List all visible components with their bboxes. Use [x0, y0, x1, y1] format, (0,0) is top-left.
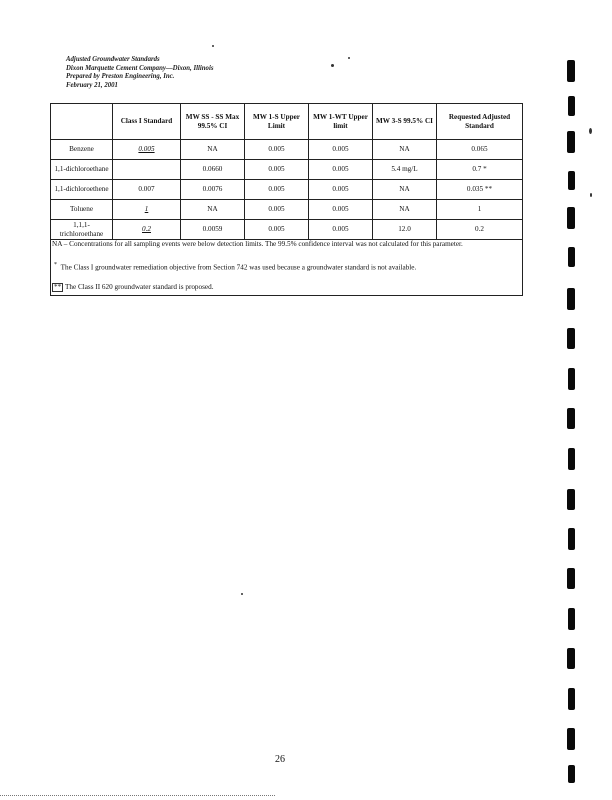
mw1wt-value: 0.005: [309, 180, 373, 200]
column-header: MW 1-S Upper Limit: [245, 104, 309, 140]
column-header: Requested Adjusted Standard: [437, 104, 523, 140]
mwss-value: 0.0059: [181, 220, 245, 240]
header-title: Adjusted Groundwater Standards: [66, 56, 160, 63]
note-dstar-mark: **: [54, 283, 62, 292]
table-header-row: [51, 104, 523, 140]
parameter-name: Toluene: [51, 200, 113, 220]
mwss-value: 0.0076: [181, 180, 245, 200]
mw1s-value: 0.005: [245, 180, 309, 200]
mwss-value: NA: [181, 140, 245, 160]
column-header: MW 3-S 99.5% CI: [373, 104, 437, 140]
table-row: [51, 180, 523, 200]
table-notes: [50, 240, 523, 296]
column-header: MW SS - SS Max 99.5% CI: [181, 104, 245, 140]
header-preparer: Prepared by Preston Engineering, Inc.: [66, 73, 175, 81]
scan-bottom-line: [0, 795, 275, 796]
class1-standard: [113, 160, 181, 180]
note-dstar-text: The Class II 620 groundwater standard is proposed.: [64, 283, 214, 292]
mw1wt-value: 0.005: [309, 160, 373, 180]
requested-standard: 0.2: [437, 220, 523, 240]
table-row: [51, 140, 523, 160]
mwss-value: NA: [181, 200, 245, 220]
parameter-name: 1,1,1-trichloroethane: [51, 220, 113, 240]
class1-standard: 0.2: [113, 220, 181, 240]
column-header: Class I Standard: [113, 104, 181, 140]
note-single-star: [54, 261, 522, 272]
requested-standard: 0.065: [437, 140, 523, 160]
note-star-mark: *: [54, 262, 57, 268]
requested-standard: 1: [437, 200, 523, 220]
requested-standard: 0.035 **: [437, 180, 523, 200]
parameter-name: Benzene: [51, 140, 113, 160]
header-date: February 21, 2001: [66, 81, 118, 89]
table-row: [51, 200, 523, 220]
mw3s-value: NA: [373, 180, 437, 200]
mw3s-value: 5.4 mg/L: [373, 160, 437, 180]
mw1wt-value: 0.005: [309, 220, 373, 240]
note-na: NA – Concentrations for all sampling events were below detection limits. The 99.5% confidence interval was not calculated for this parameter.: [52, 240, 463, 248]
class1-standard: 0.005: [113, 140, 181, 160]
mw1s-value: 0.005: [245, 140, 309, 160]
mw1wt-value: 0.005: [309, 200, 373, 220]
mw1s-value: 0.005: [245, 220, 309, 240]
header-company: Dixon Marquette Cement Company—Dixon, Illinois: [66, 64, 214, 72]
mw1s-value: 0.005: [245, 200, 309, 220]
requested-standard: 0.7 *: [437, 160, 523, 180]
mwss-value: 0.0660: [181, 160, 245, 180]
parameter-name: 1,1-dichloroethene: [51, 180, 113, 200]
table-row: [51, 220, 523, 240]
class1-standard: 0.007: [113, 180, 181, 200]
page-number: 26: [275, 754, 285, 765]
mw3s-value: NA: [373, 140, 437, 160]
mw1wt-value: 0.005: [309, 140, 373, 160]
note-double-star: [52, 283, 522, 292]
mw1s-value: 0.005: [245, 160, 309, 180]
mw3s-value: NA: [373, 200, 437, 220]
table-row: [51, 160, 523, 180]
document-header: [66, 56, 213, 90]
mw3s-value: 12.0: [373, 220, 437, 240]
standards-table: [50, 103, 523, 240]
class1-standard: 1: [113, 200, 181, 220]
column-header: [51, 104, 113, 140]
column-header: MW 1-WT Upper limit: [309, 104, 373, 140]
standards-table-container: [50, 103, 522, 296]
note-star-text: The Class I groundwater remediation objective from Section 742 was used because a groundwater standard is not available.: [60, 263, 417, 272]
parameter-name: 1,1-dichloroethane: [51, 160, 113, 180]
